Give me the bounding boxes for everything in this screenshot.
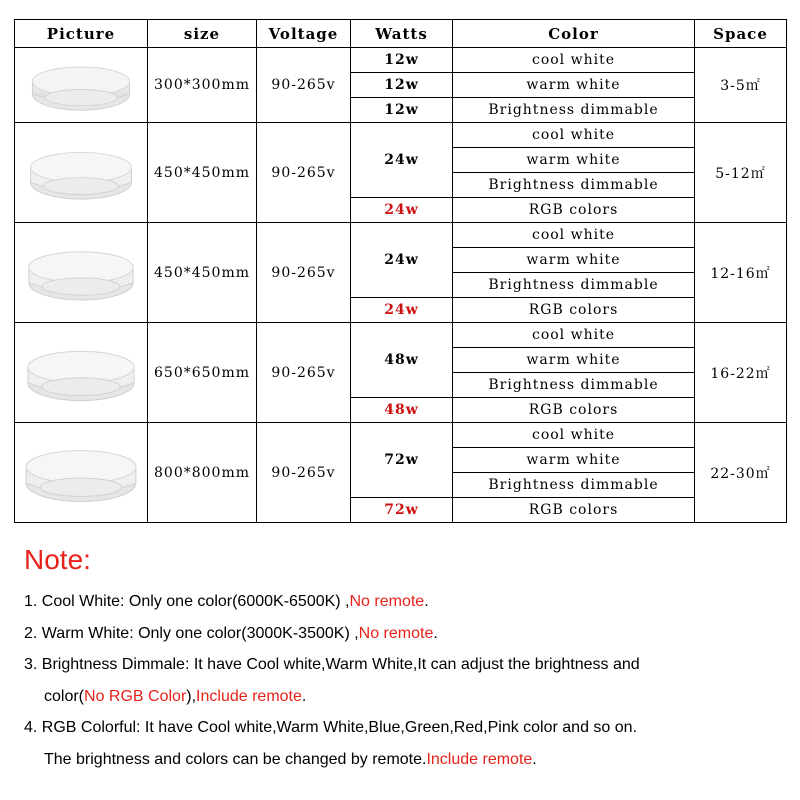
voltage-cell: 90-265v [257,223,351,323]
table-row [15,223,787,248]
note-line-4-cont [24,744,784,776]
space-cell: 22-30㎡ [695,423,787,523]
note-highlight: No remote [349,593,425,610]
table-row [15,123,787,148]
voltage-cell: 90-265v [257,48,351,123]
ceiling-lamp-icon [20,438,142,508]
watt-cell: 48w [351,323,453,398]
watt-cell: 12w [351,98,453,123]
note-highlight: No remote [358,624,434,642]
note-line-3 [24,649,784,681]
color-cell: Brightness dimmable [453,173,695,198]
header-voltage: Voltage [257,20,351,48]
note-text: color( [44,687,85,705]
note-text: . [301,687,307,705]
color-cell: RGB colors [453,298,695,323]
note-line-3-cont [24,681,784,713]
table-row [15,423,787,448]
watt-rgb-cell: 24w [351,198,453,223]
table-row [15,323,787,348]
color-cell: Brightness dimmable [453,373,695,398]
note-text: 4. RGB Colorful: It have Cool white,Warm White,Blue,Green,Red,Pink color and so on. [24,719,638,736]
header-watts: Watts [351,20,453,48]
product-picture-cell [15,423,148,523]
color-cell: warm white [453,448,695,473]
color-cell: RGB colors [453,398,695,423]
watt-cell: 24w [351,223,453,298]
header-size: size [148,20,257,48]
header-row [15,20,787,48]
watt-rgb-cell: 48w [351,398,453,423]
space-cell: 16-22㎡ [695,323,787,423]
color-cell: cool white [453,123,695,148]
header-picture: Picture [15,20,148,48]
note-line-4 [24,712,784,744]
ceiling-lamp-icon [25,141,137,205]
note-text: . [424,593,429,610]
note-highlight: Include remote [426,750,533,768]
color-cell: Brightness dimmable [453,98,695,123]
size-cell: 300*300mm [148,48,257,123]
color-cell: Brightness dimmable [453,473,695,498]
product-picture-cell [15,48,148,123]
color-cell: cool white [453,223,695,248]
size-cell: 450*450mm [148,223,257,323]
note-text: . [433,624,438,642]
note-line-1 [24,586,784,618]
color-cell: warm white [453,148,695,173]
watt-cell: 12w [351,48,453,73]
note-line-2 [24,618,784,650]
ceiling-lamp-icon [22,339,140,407]
notes-title: Note: [24,544,91,575]
watt-cell: 72w [351,423,453,498]
ceiling-lamp-icon [23,240,139,306]
note-highlight: Include remote [196,687,302,705]
note-text: The brightness and colors can be changed by remote. [44,750,427,768]
ceiling-lamp-icon [27,56,135,114]
color-cell: warm white [453,73,695,98]
header-space: Space [695,20,787,48]
product-picture-cell [15,323,148,423]
note-text: . [532,750,537,768]
voltage-cell: 90-265v [257,423,351,523]
color-cell: Brightness dimmable [453,273,695,298]
note-text: 3. Brightness Dimmale: It have Cool white,Warm White,It can adjust the brightness and [24,656,640,673]
space-cell: 5-12㎡ [695,123,787,223]
notes-section [24,540,784,775]
color-cell: cool white [453,48,695,73]
color-cell: warm white [453,348,695,373]
voltage-cell: 90-265v [257,123,351,223]
watt-cell: 24w [351,123,453,198]
product-picture-cell [15,123,148,223]
product-picture-cell [15,223,148,323]
table-row [15,48,787,73]
watt-cell: 12w [351,73,453,98]
watt-rgb-cell: 72w [351,498,453,523]
watt-rgb-cell: 24w [351,298,453,323]
color-cell: cool white [453,323,695,348]
space-cell: 3-5㎡ [695,48,787,123]
note-highlight: No RGB Color [84,687,187,705]
color-cell: RGB colors [453,498,695,523]
header-color: Color [453,20,695,48]
size-cell: 650*650mm [148,323,257,423]
size-cell: 450*450mm [148,123,257,223]
color-cell: RGB colors [453,198,695,223]
note-text: 1. Cool White: Only one color(6000K-6500K) , [24,593,350,610]
note-text: ), [186,687,197,705]
color-cell: cool white [453,423,695,448]
space-cell: 12-16㎡ [695,223,787,323]
color-cell: warm white [453,248,695,273]
note-text: 2. Warm White: Only one color(3000K-3500K) , [24,624,359,642]
size-cell: 800*800mm [148,423,257,523]
voltage-cell: 90-265v [257,323,351,423]
spec-table [14,19,787,523]
